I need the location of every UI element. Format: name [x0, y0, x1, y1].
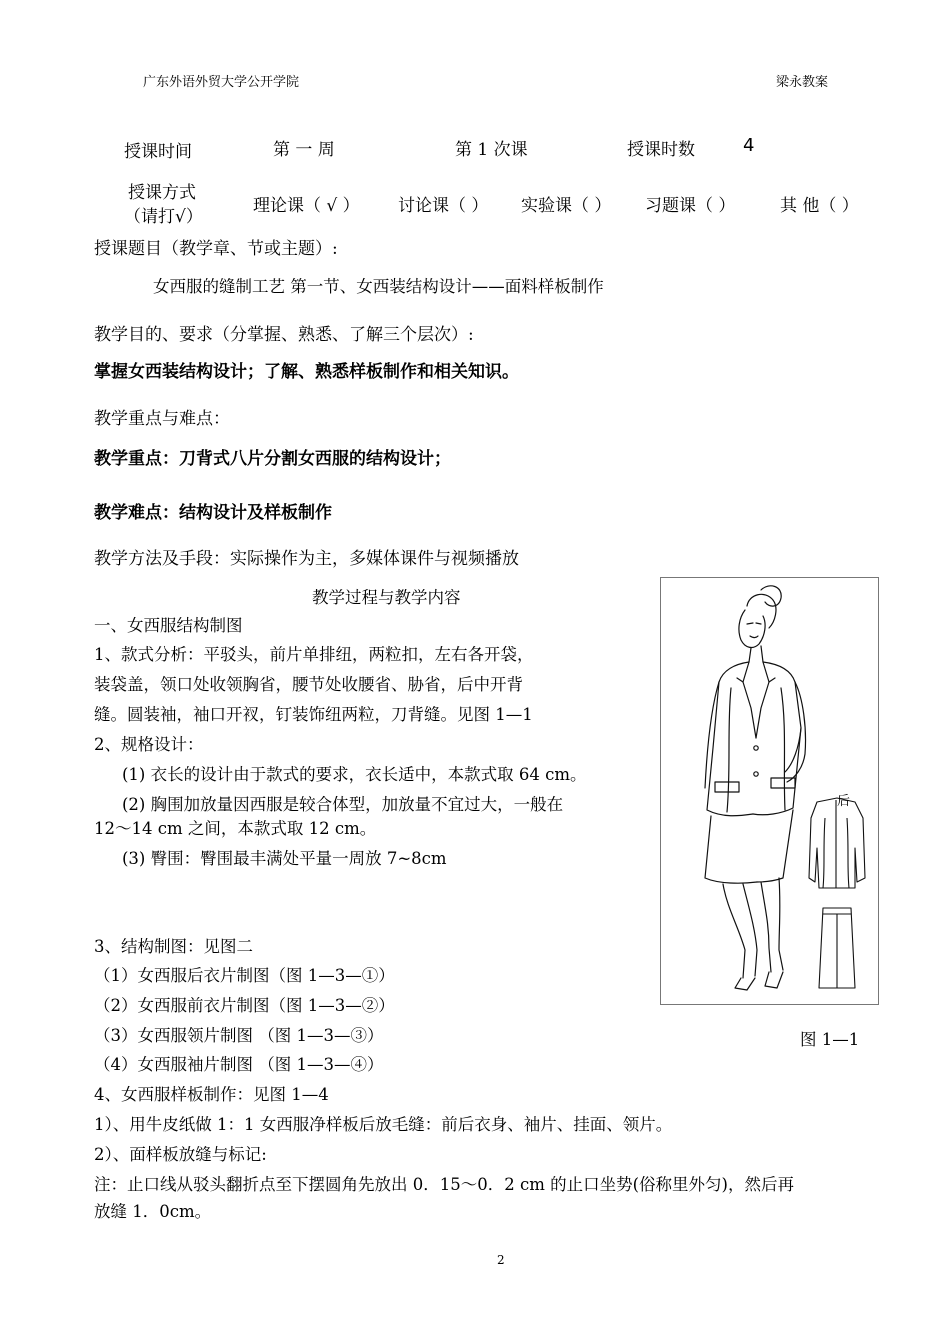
- key-focus: 教学重点：刀背式八片分割女西服的结构设计；: [94, 449, 451, 469]
- time-label: 授课时间: [124, 142, 192, 162]
- style-analysis-line-1: 1、款式分析：平驳头，前片单排纽，两粒扣，左右各开袋，: [94, 645, 534, 664]
- header-author: 梁永教案: [776, 75, 829, 90]
- figure-illustration: [660, 577, 879, 1005]
- section4-title: 4、女西服样板制作：见图 1—4: [94, 1085, 329, 1104]
- key-label: 教学重点与难点：: [94, 409, 230, 429]
- topic-label: 授课题目（教学章、节或主题）:: [94, 239, 338, 259]
- topic-value: 女西服的缝制工艺 第一节、女西装结构设计——面料样板制作: [153, 277, 604, 296]
- option-exercise: 习题课（ ）: [645, 196, 736, 216]
- option-discussion: 讨论课（ ）: [398, 196, 489, 216]
- spec-2b: 12～14 cm 之间，本款式取 12 cm。: [94, 819, 377, 838]
- section4-note-1: 注：止口线从驳头翻折点至下摆圆角先放出 0．15～0．2 cm 的止口坐势(俗称里外匀)，然后再: [94, 1175, 794, 1194]
- method-label-2: （请打√）: [124, 207, 203, 227]
- section4-item-1: 1）、用牛皮纸做 1：1 女西服净样板后放毛缝：前后衣身、袖片、挂面、领片。: [94, 1115, 673, 1134]
- section3-item-1: （1）女西服后衣片制图（图 1—3—①）: [94, 966, 395, 985]
- goal-value: 掌握女西装结构设计；了解、熟悉样板制作和相关知识。: [94, 362, 519, 382]
- method-text: 教学方法及手段：实际操作为主，多媒体课件与视频播放: [94, 549, 519, 569]
- week-value: 第 一 周: [273, 140, 335, 160]
- header-school: 广东外语外贸大学公开学院: [143, 75, 300, 90]
- spec-title: 2、规格设计：: [94, 735, 204, 754]
- option-lab: 实验课（ ）: [521, 196, 612, 216]
- goal-label: 教学目的、要求（分掌握、熟悉、了解三个层次）:: [94, 325, 474, 345]
- session-value: 第 1 次课: [455, 140, 528, 160]
- page-number: 2: [497, 1253, 505, 1267]
- spec-2a: (2) 胸围加放量因西服是较合体型，加放量不宜过大，一般在: [122, 795, 564, 814]
- style-analysis-line-2: 装袋盖，领口处收领胸省，腰节处收腰省、胁省，后中开背: [94, 675, 523, 694]
- hours-label: 授课时数: [627, 140, 695, 160]
- spec-1: (1) 衣长的设计由于款式的要求，衣长适中，本款式取 64 cm。: [122, 765, 587, 784]
- section3-title: 3、结构制图：见图二: [94, 937, 253, 956]
- section4-item-2: 2）、面样板放缝与标记:: [94, 1145, 267, 1164]
- section4-note-2: 放缝 1．0cm。: [94, 1202, 212, 1221]
- process-title: 教学过程与教学内容: [312, 588, 461, 607]
- section1-title: 一、女西服结构制图: [94, 616, 243, 635]
- key-difficulty: 教学难点：结构设计及样板制作: [94, 503, 332, 523]
- section3-item-2: （2）女西服前衣片制图（图 1—3—②）: [94, 996, 395, 1015]
- spec-3: (3) 臀围：臀围最丰满处平量一周放 7~8cm: [122, 849, 447, 868]
- method-label-1: 授课方式: [128, 183, 196, 203]
- style-analysis-line-3: 缝。圆装袖，袖口开衩，钉装饰纽两粒，刀背缝。见图 1—1: [94, 705, 533, 724]
- section3-item-4: （4）女西服袖片制图 （图 1—3—④）: [94, 1055, 384, 1074]
- back-view-label: 后: [837, 794, 851, 809]
- option-other: 其 他（ ）: [780, 196, 859, 216]
- hours-value: 4: [743, 135, 755, 156]
- option-theory: 理论课（ √ ）: [253, 196, 360, 216]
- section3-item-3: （3）女西服领片制图 （图 1—3—③）: [94, 1026, 384, 1045]
- figure-caption: 图 1—1: [800, 1030, 860, 1049]
